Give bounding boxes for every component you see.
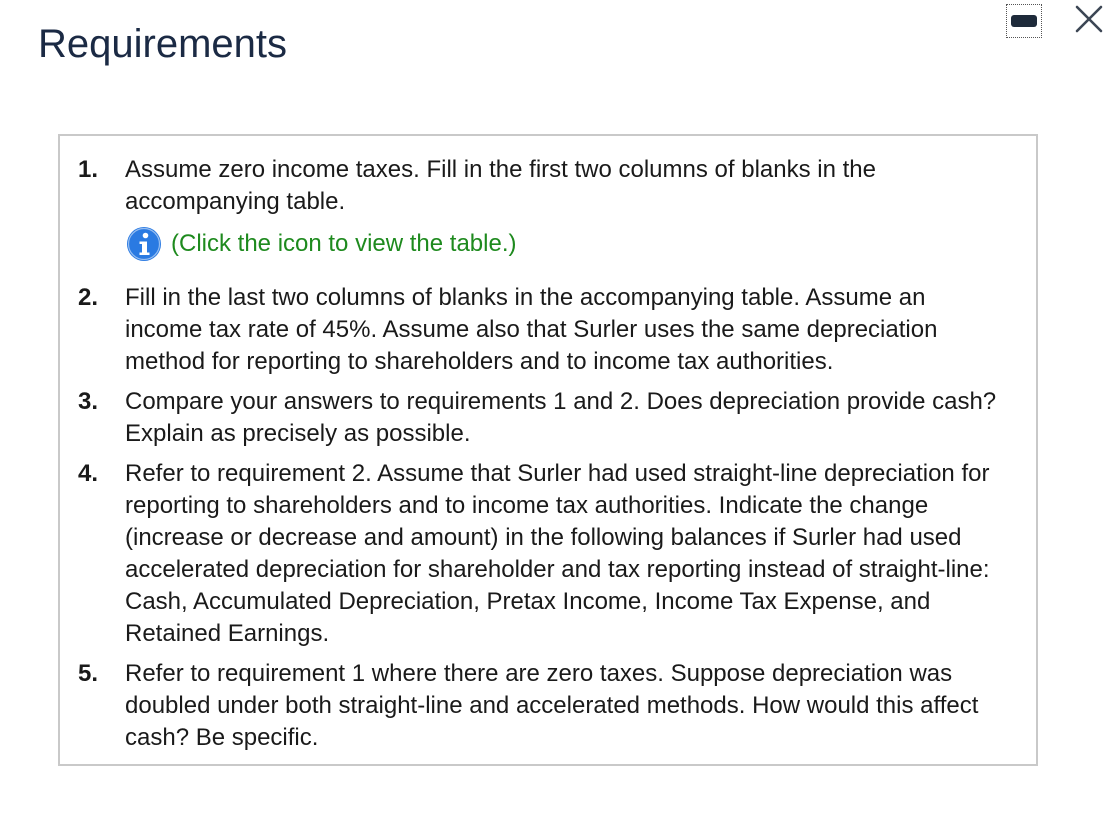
requirements-list [60,136,1036,754]
close-icon [1072,2,1106,36]
requirement-text: Refer to requirement 1 where there are zero taxes. Suppose depreciation was doubled under both straight-line and accelerated methods. How would this affect cash? Be specific. [125,660,979,751]
minimize-button[interactable] [1006,4,1042,38]
requirement-item-2 [78,282,1006,378]
requirement-text: Assume zero income taxes. Fill in the first two columns of blanks in the accompanying table. [125,156,876,215]
minimize-icon [1011,15,1037,27]
requirement-text: Refer to requirement 2. Assume that Surler had used straight-line depreciation for reporting to shareholders and to income tax authorities. Indicate the change (increase or decrease and amount) in the following balances if Surler had used accelerated depreciation for shareholder and tax reporting instead of straight-line: Cash, Accumulated Depreciation, Pretax Income, Income Tax Expense, and Retained Earnings. [125,460,990,647]
requirement-number: 5. [78,660,99,687]
requirement-number: 1. [78,156,99,183]
requirement-item-4 [78,458,1006,650]
requirement-number: 4. [78,460,99,487]
requirement-text: Fill in the last two columns of blanks in the accompanying table. Assume an income tax rate of 45%. Assume also that Surler uses the same depreciation method for reporting to shareholders and to income tax authorities. [125,284,938,375]
requirement-number: 3. [78,388,99,415]
view-table-link[interactable] [125,226,1006,262]
info-icon[interactable] [126,226,162,262]
requirement-item-1 [78,154,1006,274]
dialog-title: Requirements [38,22,288,66]
close-button[interactable] [1072,2,1106,36]
requirement-number: 2. [78,284,99,311]
requirement-text: Compare your answers to requirements 1 and 2. Does depreciation provide cash? Explain as precisely as possible. [125,388,997,447]
view-table-link-text[interactable]: (Click the icon to view the table.) [171,230,517,257]
requirements-panel [58,134,1038,766]
requirement-item-3 [78,386,1006,450]
requirement-item-5 [78,658,1006,754]
